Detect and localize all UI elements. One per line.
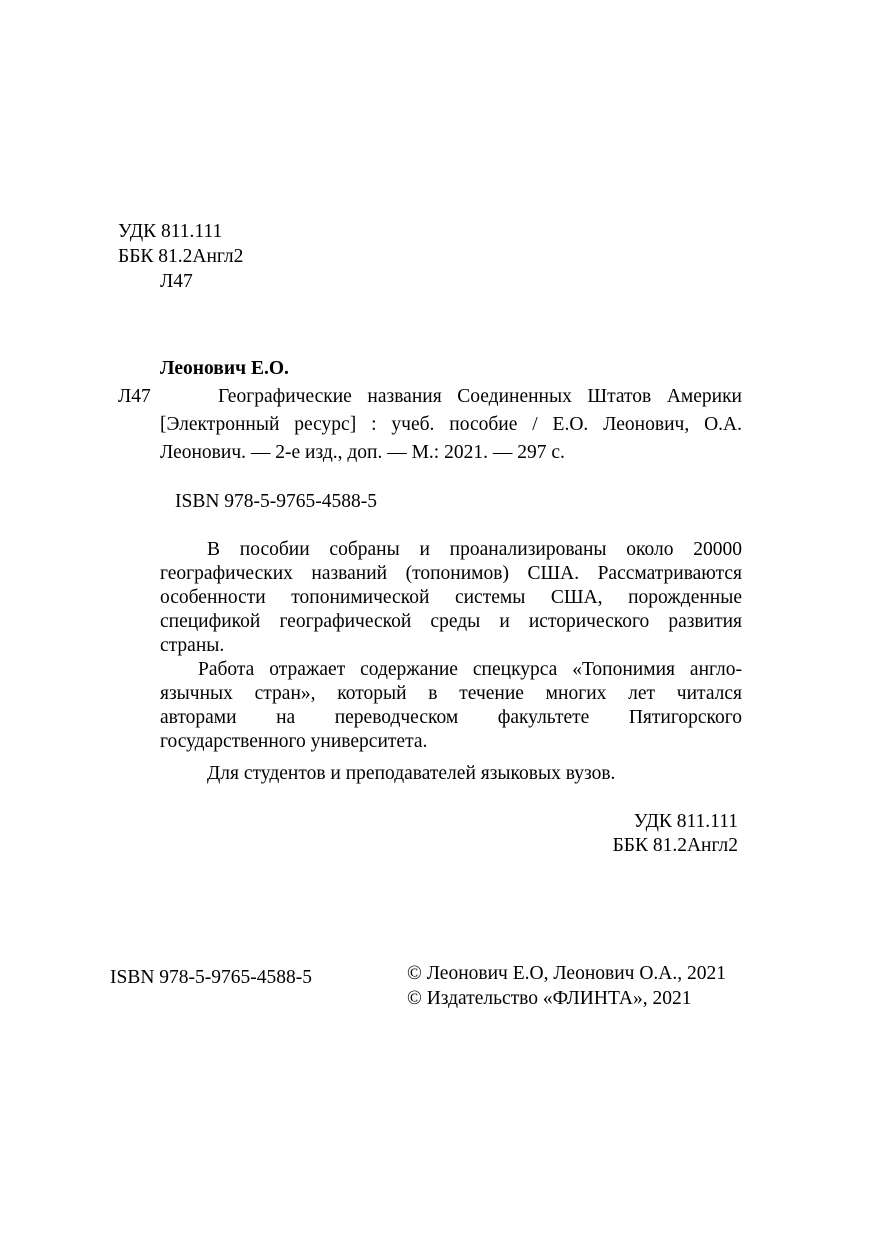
annotation-line: государственного университета. <box>160 731 428 752</box>
description-line: Леонович. — 2-е изд., доп. — М.: 2021. — 297 с. <box>160 442 565 463</box>
author-sign: Л47 <box>160 271 193 292</box>
bbk-code: ББК 81.2Англ2 <box>118 246 244 267</box>
copyright-publisher: © Издательство «ФЛИНТА», 2021 <box>407 988 692 1009</box>
annotation-line: В пособии собраны и проанализированы около 20000 <box>207 539 742 560</box>
bibliographic-description <box>160 385 742 465</box>
annotation-line: язычных стран», который в течение многих лет читался <box>160 683 742 704</box>
description-line: Географические названия Соединенных Штатов Америки <box>218 386 742 407</box>
annotation-line: особенности топонимической системы США, порожденные <box>160 587 742 608</box>
right-bbk-code: ББК 81.2Англ2 <box>612 835 738 856</box>
annotation-line: географических названий (топонимов) США. Рассматриваются <box>160 563 742 584</box>
audience-note: Для студентов и преподавателей языковых вузов. <box>207 763 616 784</box>
annotation-line: Работа отражает содержание спецкурса «Топонимия англо- <box>198 659 742 680</box>
record-author-sign: Л47 <box>118 386 151 407</box>
footer-isbn: ISBN 978-5-9765-4588-5 <box>110 967 313 988</box>
right-udk-code: УДК 811.111 <box>633 811 738 832</box>
record-isbn: ISBN 978-5-9765-4588-5 <box>175 491 378 512</box>
annotation-line: спецификой географической среды и исторического развития <box>160 611 742 632</box>
annotation-line: страны. <box>160 635 225 656</box>
annotation-line: авторами на переводческом факультете Пятигорского <box>160 707 742 728</box>
author-heading: Леонович Е.О. <box>160 358 289 379</box>
annotation <box>160 538 742 754</box>
description-line: [Электронный ресурс] : учеб. пособие / Е.О. Леонович, О.А. <box>160 414 742 435</box>
copyright-authors: © Леонович Е.О, Леонович О.А., 2021 <box>407 963 726 984</box>
udk-code: УДК 811.111 <box>118 221 223 242</box>
